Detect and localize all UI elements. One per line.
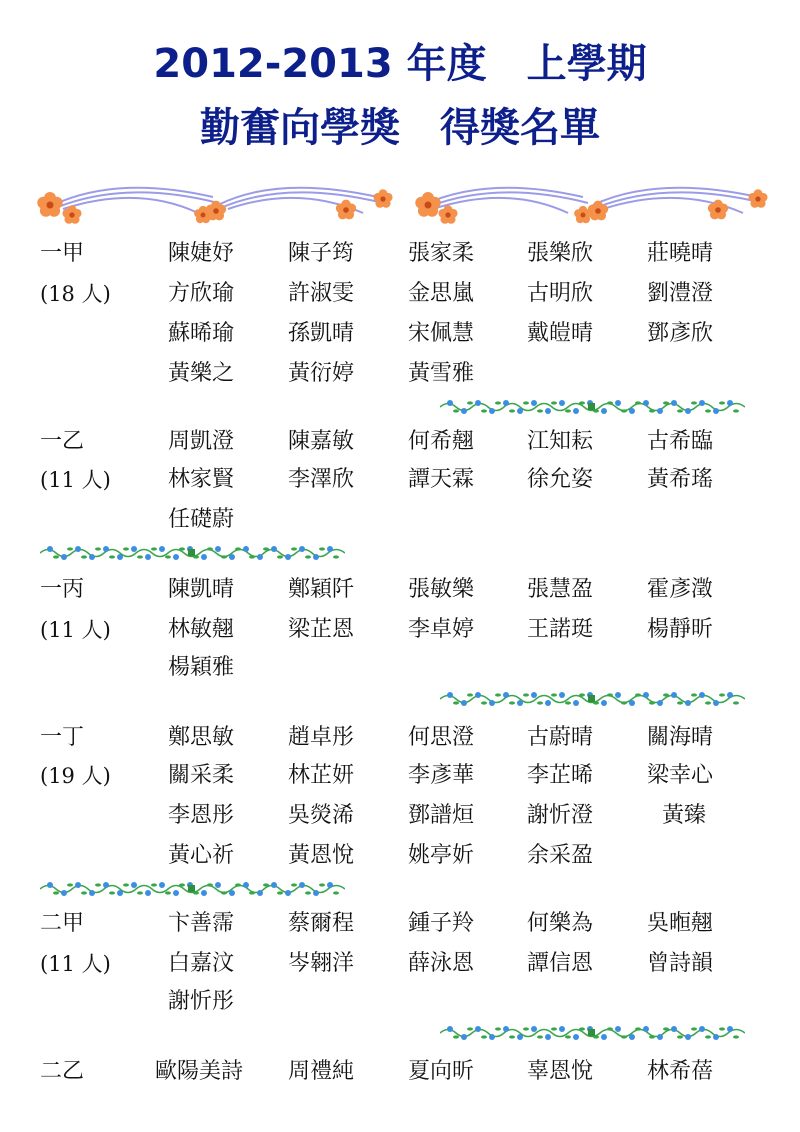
student-name: 江知耘 (527, 429, 594, 454)
student-name: 梁芷恩 (288, 617, 355, 642)
list-row (0, 724, 800, 764)
list-row (0, 1058, 800, 1098)
student-name: 何思澄 (408, 725, 475, 750)
student-name: 張慧盈 (527, 577, 594, 602)
list-row (0, 506, 800, 546)
student-name: 徐允姿 (527, 467, 594, 492)
student-name: 歐陽美詩 (155, 1059, 244, 1084)
list-row (0, 802, 800, 842)
student-name: 黃衍婷 (288, 361, 355, 386)
student-name: 夏向昕 (408, 1059, 475, 1084)
student-name: 張家柔 (408, 241, 475, 266)
student-name: 古明欣 (527, 281, 594, 306)
student-name: 張敏樂 (408, 577, 475, 602)
student-name: 陳婕妤 (168, 241, 235, 266)
list-row (0, 988, 800, 1028)
class-label: 二乙 (40, 1059, 85, 1084)
student-name: 岑翱洋 (288, 951, 355, 976)
student-name: 周禮純 (288, 1059, 355, 1084)
student-name: 陳凱晴 (168, 577, 235, 602)
student-name: 鍾子羚 (408, 911, 475, 936)
list-row (0, 950, 800, 990)
vine-divider-graphic (440, 1024, 745, 1042)
class-count: (11 人) (40, 952, 111, 976)
student-name: 辜恩悅 (527, 1059, 594, 1084)
class-label: 二甲 (40, 911, 85, 936)
student-name: 鄭穎阡 (288, 577, 355, 602)
list-row (0, 360, 800, 400)
student-name: 何希翹 (408, 429, 475, 454)
class-label: 一丁 (40, 725, 85, 750)
vine-divider-graphic (440, 398, 745, 416)
page-title-line-2: 勤奮向學獎 得獎名單 (200, 105, 600, 151)
class-count: (18 人) (40, 282, 111, 306)
list-row (0, 762, 800, 802)
class-count: (11 人) (40, 468, 111, 492)
student-name: 鄧譜烜 (408, 803, 475, 828)
student-name: 吳暅翹 (647, 911, 714, 936)
student-name: 任礎蔚 (168, 507, 235, 532)
student-name: 王諾珽 (527, 617, 594, 642)
vine-divider (440, 398, 745, 416)
student-name: 黃心祈 (168, 843, 235, 868)
student-name: 黃臻 (662, 803, 707, 828)
list-row (0, 428, 800, 468)
vine-divider-graphic (40, 880, 345, 898)
class-count: (19 人) (40, 764, 111, 788)
student-name: 關海晴 (647, 725, 714, 750)
student-name: 謝忻彤 (168, 989, 235, 1014)
student-name: 古蔚晴 (527, 725, 594, 750)
student-name: 曾詩韻 (647, 951, 714, 976)
student-name: 余采盈 (527, 843, 594, 868)
vine-divider-graphic (440, 690, 745, 708)
class-count: (11 人) (40, 618, 111, 642)
list-row (0, 616, 800, 656)
student-name: 黃雪雅 (408, 361, 475, 386)
student-name: 劉澧澄 (647, 281, 714, 306)
student-name: 吳熒浠 (288, 803, 355, 828)
student-name: 林芷妍 (288, 763, 355, 788)
student-name: 金思嵐 (408, 281, 475, 306)
student-name: 李芷晞 (527, 763, 594, 788)
student-name: 譚天霖 (408, 467, 475, 492)
student-name: 莊曉晴 (647, 241, 714, 266)
student-name: 孫凱晴 (288, 321, 355, 346)
student-name: 蔡爾程 (288, 911, 355, 936)
student-name: 譚信恩 (527, 951, 594, 976)
student-name: 陳子筠 (288, 241, 355, 266)
student-name: 古希臨 (647, 429, 714, 454)
student-name: 陳嘉敏 (288, 429, 355, 454)
student-name: 鄧彥欣 (647, 321, 714, 346)
list-row (0, 240, 800, 280)
student-name: 李恩彤 (168, 803, 235, 828)
list-row (0, 654, 800, 694)
student-name: 周凱澄 (168, 429, 235, 454)
student-name: 黃恩悅 (288, 843, 355, 868)
list-row (0, 842, 800, 882)
student-name: 戴皚晴 (527, 321, 594, 346)
student-name: 何樂為 (527, 911, 594, 936)
student-name: 梁幸心 (647, 763, 714, 788)
student-name: 薛泳恩 (408, 951, 475, 976)
list-row (0, 280, 800, 320)
student-name: 謝忻澄 (527, 803, 594, 828)
student-name: 楊靜昕 (647, 617, 714, 642)
student-name: 張樂欣 (527, 241, 594, 266)
list-row (0, 576, 800, 616)
vine-divider (40, 880, 345, 898)
student-name: 李卓婷 (408, 617, 475, 642)
list-row (0, 910, 800, 950)
student-name: 林家賢 (168, 467, 235, 492)
list-row (0, 320, 800, 360)
student-name: 黃希瑤 (647, 467, 714, 492)
vine-divider (440, 1024, 745, 1042)
student-name: 白嘉汶 (168, 951, 235, 976)
student-name: 林敏翹 (168, 617, 235, 642)
page-title-line-1: 2012-2013 年度 上學期 (153, 41, 647, 87)
student-name: 黃樂之 (168, 361, 235, 386)
vine-divider (440, 690, 745, 708)
student-name: 關采柔 (168, 763, 235, 788)
student-name: 宋佩慧 (408, 321, 475, 346)
student-name: 趙卓彤 (288, 725, 355, 750)
student-name: 李澤欣 (288, 467, 355, 492)
class-label: 一丙 (40, 577, 85, 602)
list-row (0, 466, 800, 506)
class-label: 一甲 (40, 241, 85, 266)
flower-banner-decoration (28, 175, 778, 235)
student-name: 林希蓓 (647, 1059, 714, 1084)
student-name: 楊穎雅 (168, 655, 235, 680)
student-name: 卞善霈 (168, 911, 235, 936)
student-name: 姚亭妡 (408, 843, 475, 868)
student-name: 蘇晞瑜 (168, 321, 235, 346)
vine-divider (40, 544, 345, 562)
student-name: 李彥華 (408, 763, 475, 788)
student-name: 方欣瑜 (168, 281, 235, 306)
student-name: 鄭思敏 (168, 725, 235, 750)
class-label: 一乙 (40, 429, 85, 454)
student-name: 霍彥澂 (647, 577, 714, 602)
vine-divider-graphic (40, 544, 345, 562)
student-name: 許淑雯 (288, 281, 355, 306)
